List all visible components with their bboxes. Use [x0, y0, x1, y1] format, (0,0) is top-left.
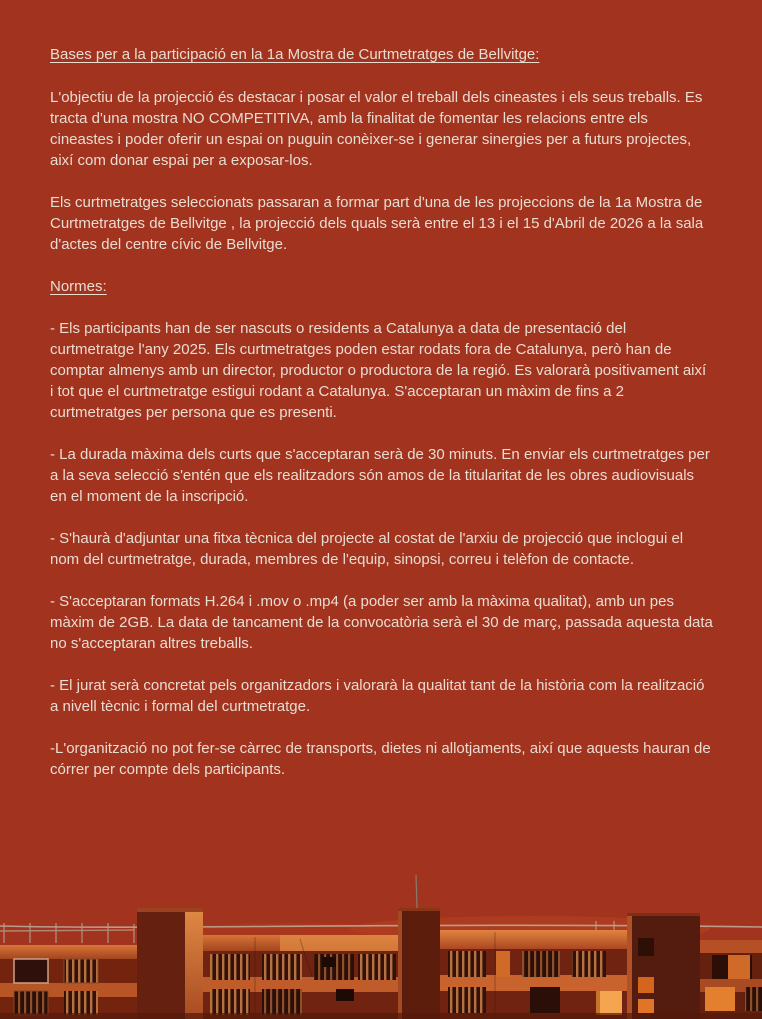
rules-heading: Normes: — [50, 278, 107, 295]
rule-item: - La durada màxima dels curts que s'acceptaran serà de 30 minuts. En enviar els curtmetratges per a la seva selecció s'entén que els realitzadors són amos de la titularitat de les obres audiovisuals en el moment de la inscripció. — [50, 446, 710, 505]
stair-tower — [627, 913, 700, 1019]
ground-shadow — [0, 1013, 762, 1019]
floor-band — [280, 935, 400, 951]
rule-item: - Els participants han de ser nascuts o residents a Catalunya a data de presentació del curtmetratge l'any 2025. Els curtmetratges poden estar rodats fora de Catalunya, però han de comptar almenys amb un director, productor o productora de la regió. Es valorarà positivament així i tot que el curtmetratge estigui rodant a Catalunya. S'acceptaran un màxim de fins a 2 curtmetratges per persona que es presenti. — [50, 320, 707, 421]
rule-item: - S'acceptaran formats H.264 i .mov o .mp4 (a poder ser amb la màxima qualitat), amb un pes màxim de 2GB. La data de tancament de la convocatòria serà el 30 de març, passada aquesta data no s'acceptaran altres treballs. — [50, 593, 713, 652]
intro-paragraph: Els curtmetratges seleccionats passaran a formar part d'una de les projeccions de la 1a Mostra de Curtmetratges de Bellvitge , la projecció dels quals serà entre el 13 i el 15 d'Abril de 2026 a la sala d'actes del centre cívic de Bellvitge. — [50, 194, 704, 253]
page-title: Bases per a la participació en la 1a Mostra de Curtmetratges de Bellvitge: — [50, 46, 540, 63]
stair-tower — [398, 875, 440, 1019]
bellvitge-skyline-photo — [0, 859, 762, 1019]
rule-item: - S'haurà d'adjuntar una fitxa tècnica del projecte al costat de l'arxiu de projecció que inclogui el nom del curtmetratge, durada, membres de l'equip, sinopsi, correu i telèfon de contacte. — [50, 530, 684, 568]
floor-band — [700, 940, 762, 953]
stair-tower — [137, 908, 203, 1019]
rule-item: -L'organització no pot fer-se càrrec de transports, dietes ni allotjaments, així que aquests hauran de córrer per compte dels participants. — [50, 740, 711, 778]
rule-item: - El jurat serà concretat pels organitzadors i valorarà la qualitat tant de la història com la realització a nivell tècnic i formal del curtmetratge. — [50, 677, 705, 715]
intro-paragraph: L'objectiu de la projecció és destacar i posar el valor el treball dels cineastes i els seus treballs. Es tracta d'una mostra NO COMPETITIVA, amb la finalitat de fomentar les relacions entre els cineastes i poder oferir un espai on puguin conèixer-se i generar sinergies per a futurs projectes, així com donar espai per a exposar-los. — [50, 89, 703, 169]
floor-band — [0, 945, 137, 959]
document-page — [50, 44, 713, 801]
